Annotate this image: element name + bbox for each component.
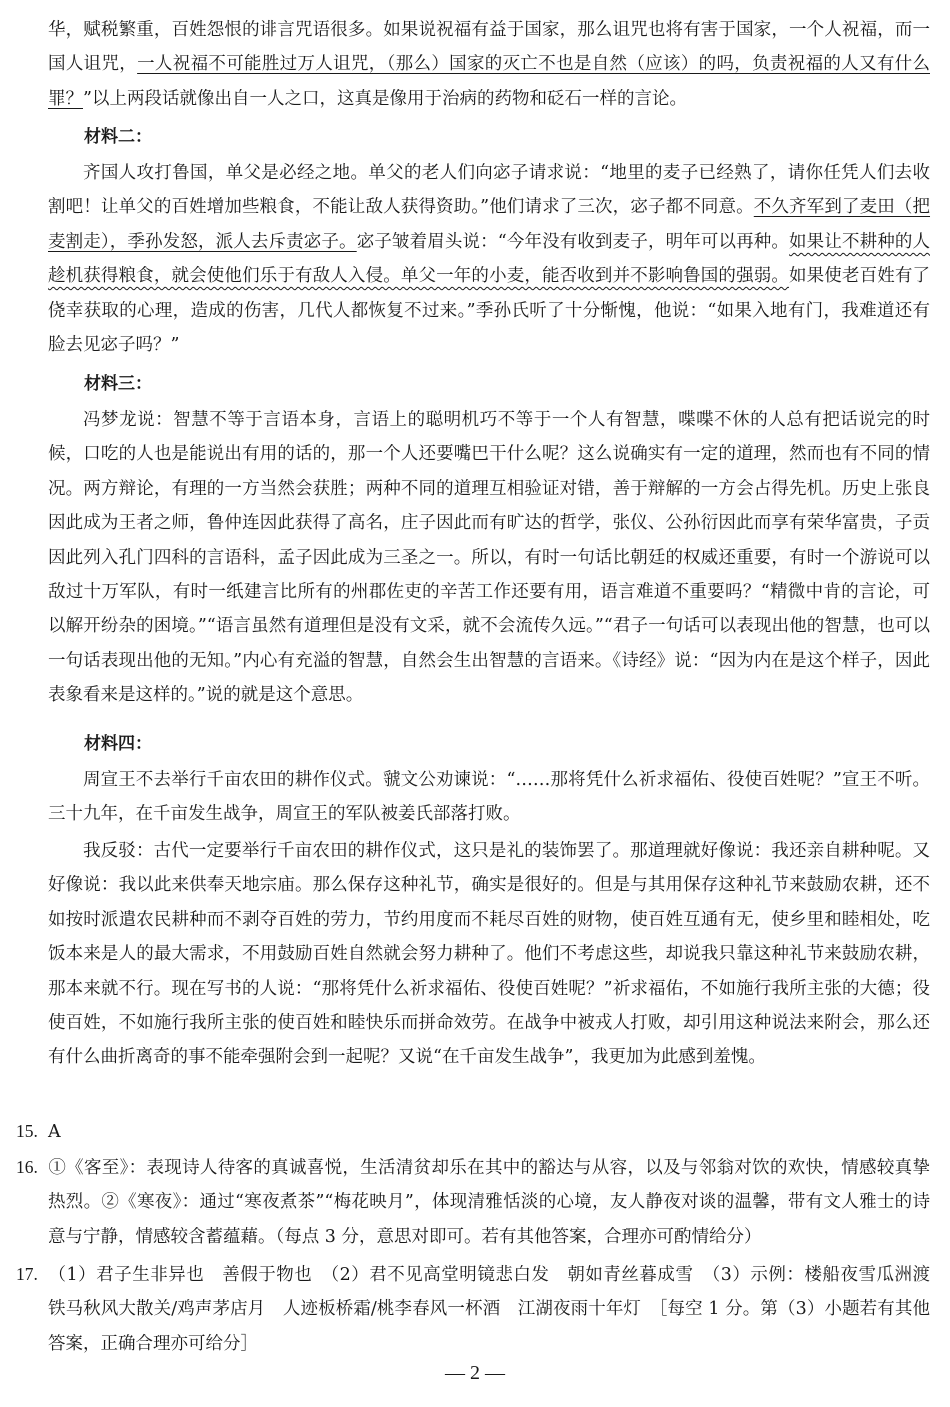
material-two-paragraph (48, 156, 930, 362)
heading-material-three: 材料三： (84, 374, 152, 394)
underlined-sentence: 一人祝福不可能胜过万人诅咒，（那么）国家的灭亡不也是自然（应该）的吗，负责祝福的人又有什么罪？ (48, 54, 930, 109)
answer-16 (16, 1150, 930, 1254)
answer-text: A (48, 1122, 61, 1142)
page-number: — 2 — (445, 1362, 505, 1384)
material-one-ending (48, 13, 930, 116)
paragraph-text: 华，赋税繁重，百姓怨恨的诽言咒语很多。如果说祝福有益于国家，那么诅咒也将有害于国家，一个人祝福，而一国人诅咒， (48, 20, 930, 75)
material-four-paragraph-2: 我反驳：古代一定要举行千亩农田的耕作仪式，这只是礼的装饰罢了。那道理就好像说：我还亲自耕种呢。又好像说：我以此来供奉天地宗庙。那么保存这种礼节，确实是很好的。但是与其用保存这种礼节来鼓励农耕，还不如按时派遣农民耕种而不剥夺百姓的劳力，节约用度而不耗尽百姓的财物，使百姓互通有无，使乡里和睦相处，吃饭本来是人的最大需求，不用鼓励百姓自然就会努力耕种了。他们不考虑这些，却说我只靠这种礼节来鼓励农耕，那本来就不行。现在写书的人说：“那将凭什么祈求福佑、役使百姓呢？”祈求福佑，不如施行我所主张的大德；役使百姓，不如施行我所主张的使百姓和睦快乐而拼命效劳。在战争中被戎人打败，却引用这种说法来附会，那么还有什么曲折离奇的事不能牵强附会到一起呢？又说“在千亩发生战争”，我更加为此感到羞愧。 (48, 841, 930, 1068)
material-three-paragraph: 冯梦龙说：智慧不等于言语本身，言语上的聪明机巧不等于一个人有智慧，喋喋不休的人总有把话说完的时候，口吃的人也是能说出有用的话的，那一个人还要嘴巴干什么呢？这么说确实有一定的道理，然而也有不同的情况。两方辩论，有理的一方当然会获胜；两种不同的道理互相验证对错，善于辩解的一方会占得先机。历史上张良因此成为王者之师，鲁仲连因此获得了高名，庄子因此而有旷达的哲学，张仪、公孙衍因此而享有荣华富贵，子贡因此列入孔门四科的言语科，孟子因此成为三圣之一。所以，有时一句话比朝廷的权威还重要，有时一个游说可以敌过十万军队，有时一纸建言比所有的州郡佐吏的辛苦工作还要有用，语言难道不重要吗？“精微中肯的言论，可以解开纷杂的困境。”“语言虽然有道理但是没有文采，就不会流传久远。”“君子一句话可以表现出他的智慧，也可以一句话表现出他的无知。”内心有充溢的智慧，自然会生出智慧的言语来。《诗经》说：“因为内在是这个样子，因此表象看来是这样的。”说的就是这个意思。 (48, 410, 930, 706)
question-number: 15. (16, 1121, 38, 1141)
answer-15 (16, 1114, 930, 1149)
underlined-sentence: 不久齐军到了麦田（把麦割走），季孙发怒，派人去斥责宓子。 (48, 197, 931, 252)
answer-text: （1）君子生非异也 善假于物也 （2）君不见高堂明镜悲白发 朝如青丝暮成雪 （3）示例：楼船夜雪瓜洲渡 铁马秋风大散关/鸡声茅店月 人迹板桥霜/桃李春风一杯酒 江湖夜雨十年灯 ［每空 1 分。第（3）小题若有其他答案，正确合理亦可给分］ (48, 1265, 948, 1354)
paragraph-text: 宓子皱着眉头说：“今年没有收到麦子，明年可以再种。 (356, 231, 790, 252)
heading-material-two: 材料二： (84, 127, 152, 147)
paragraph-text: 如果使老百姓有了侥幸获取的心理，造成的伤害，几代人都恢复不过来。”季孙氏听了十分惭愧，他说：“如果入地有门，我难道还有脸去见宓子吗？” (48, 266, 930, 356)
paragraph-text: ”以上两段话就像出自一人之口，这真是像用于治病的药物和砭石一样的言论。 (83, 88, 687, 109)
heading-material-four: 材料四： (84, 734, 152, 754)
wavy-underlined-sentence: 如果让不耕种的人趁机获得粮食，就会使他们乐于有敌人入侵。单父一年的小麦，能否收到并不影响鲁国的强弱。 (48, 231, 930, 287)
answer-17 (16, 1257, 948, 1361)
material-four-paragraph-1: 周宣王不去举行千亩农田的耕作仪式。虢文公劝谏说：“……那将凭什么祈求福佑、役使百姓呢？”宣王不听。三十九年，在千亩发生战争，周宣王的军队被姜氏部落打败。 (48, 770, 930, 825)
answer-text: ①《客至》：表现诗人待客的真诚喜悦，生活清贫却乐在其中的豁达与从容，以及与邻翁对饮的欢快，情感较真挚热烈。②《寒夜》：通过“寒夜煮茶”“梅花映月”，体现清雅恬淡的心境，友人静夜对谈的温馨，带有文人雅士的诗意与宁静，情感较含蓄蕴藉。（每点 3 分，意思对即可。若有其他答案，合理亦可酌情给分） (48, 1158, 930, 1247)
paragraph-text: 齐国人攻打鲁国，单父是必经之地。单父的老人们向宓子请求说：“地里的麦子已经熟了，请你任凭人们去收割吧！让单父的百姓增加些粮食，不能让敌人获得资助。”他们请求了三次，宓子都不同意。 (48, 163, 930, 218)
question-number: 16. (16, 1157, 38, 1177)
question-number: 17. (16, 1264, 38, 1284)
